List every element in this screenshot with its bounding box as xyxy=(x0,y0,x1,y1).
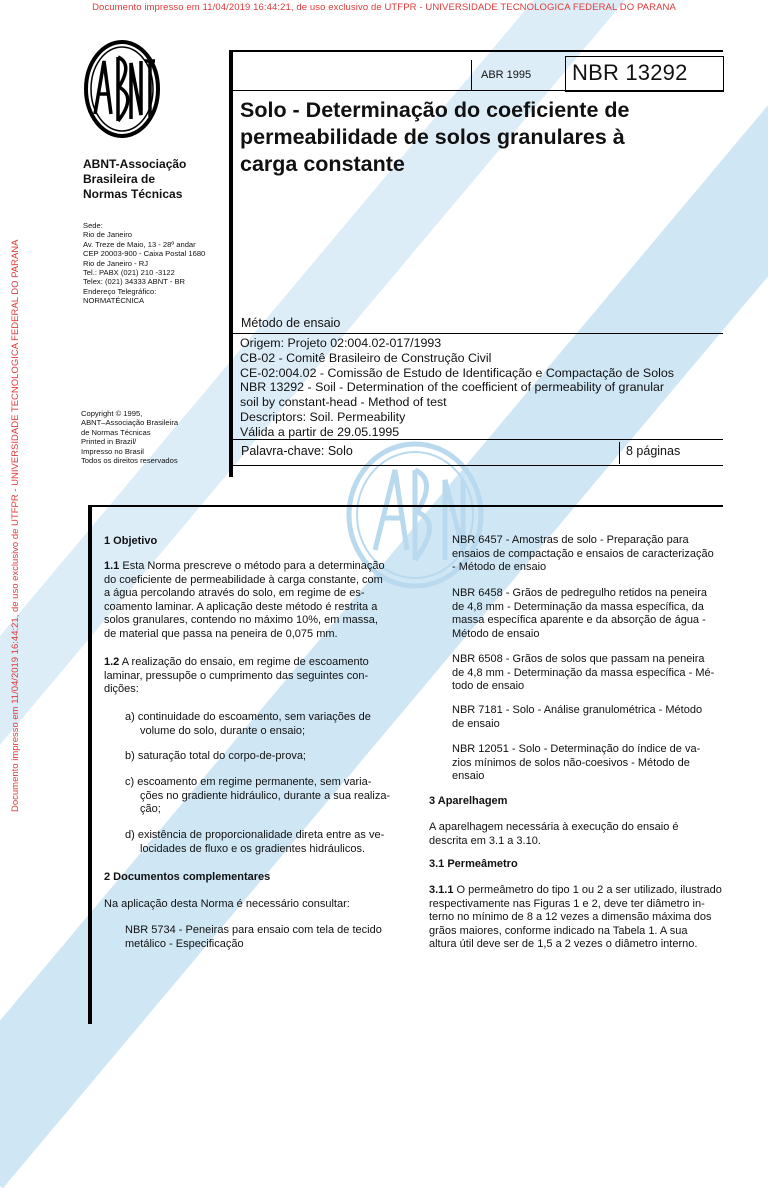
address-line: Sede: xyxy=(83,221,103,230)
org-line: ABNT-Associação xyxy=(83,157,187,171)
reference-nbr-5734 xyxy=(125,924,399,951)
text-line: coamento laminar. A aplicação deste método é restrita a xyxy=(104,600,378,613)
paragraph-2: Na aplicação desta Norma é necessário consultar: xyxy=(104,898,350,910)
text-line: Esta Norma prescreve o método para a determinação xyxy=(119,560,385,572)
body-rule-vertical xyxy=(88,505,92,1024)
text-line: de ensaio xyxy=(452,717,500,730)
section-heading-2: 2 Documentos complementares xyxy=(104,871,271,883)
text-line: dições: xyxy=(104,683,139,696)
text-line: - Método de ensaio xyxy=(452,561,547,574)
title-line: Solo - Determinação do coeficiente de xyxy=(240,98,630,122)
text-line: NBR 5734 - Peneiras para ensaio com tela de tecido xyxy=(125,924,382,936)
keywords: Palavra-chave: Solo xyxy=(241,444,353,458)
header-rule-top xyxy=(229,50,723,52)
reference-nbr-12051 xyxy=(452,743,723,784)
text-line: laminar, pressupõe o cumprimento das seguintes con- xyxy=(104,669,369,682)
header-rule-vertical xyxy=(229,50,233,477)
list-item-a xyxy=(125,711,399,738)
watermark-top: Documento impresso em 11/04/2019 16:44:21, de uso exclusivo de UTFPR - UNIVERSIDADE TECNOLOGICA FEDERAL DO PARANA xyxy=(92,2,676,13)
text-line: NBR 6458 - Grãos de pedregulho retidos na peneira xyxy=(452,587,707,599)
copyright-line: ABNT–Associação Brasileira xyxy=(81,418,179,428)
address-line: Rio de Janeiro xyxy=(83,230,132,240)
text-line: ção; xyxy=(140,803,161,816)
abnt-logo xyxy=(83,39,161,139)
org-line: Brasileira de xyxy=(83,172,156,186)
address-line: CEP 20003-900 - Caixa Postal 1680 xyxy=(83,249,206,259)
page-count: 8 páginas xyxy=(626,444,681,458)
address-line: Av. Treze de Maio, 13 - 28º andar xyxy=(83,239,196,249)
text-line: a) continuidade do escoamento, sem variações de xyxy=(125,711,371,723)
text-line: locidades de fluxo e os gradientes hidráulicos. xyxy=(140,842,366,855)
paragraph-number: 1.1 xyxy=(104,560,120,572)
origin-line: soil by constant-head - Method of test xyxy=(240,395,447,410)
text-line: massa específica aparente e da absorção de água - xyxy=(452,614,706,627)
text-line: de 4,8 mm - Determinação da massa específica, da xyxy=(452,600,704,613)
reference-nbr-7181 xyxy=(452,704,723,731)
copyright-line: de Normas Técnicas xyxy=(81,427,151,437)
text-line: todo de ensaio xyxy=(452,680,525,693)
text-line: volume do solo, durante o ensaio; xyxy=(140,724,306,737)
text-line: a água percolando através do solo, em regime de es- xyxy=(104,587,365,600)
text-line: O permeâmetro do tipo 1 ou 2 a ser utilizado, ilustrado xyxy=(453,884,722,896)
origin-line: Origem: Projeto 02:004.02-017/1993 xyxy=(240,336,442,350)
section-heading-1: 1 Objetivo xyxy=(104,535,158,547)
origin-line: CB-02 - Comitê Brasileiro de Construção Civil xyxy=(240,350,492,365)
copyright-line: Printed in Brazil/ xyxy=(81,437,137,447)
address-line: Rio de Janeiro - RJ xyxy=(83,258,148,268)
document-title xyxy=(240,97,720,178)
text-line: de material que passa na peneira de 0,075 mm. xyxy=(104,627,338,640)
text-line: A realização do ensaio, em regime de escoamento xyxy=(119,656,369,668)
text-line: zios mínimos de solos não-coesivos - Método de xyxy=(452,756,690,769)
paragraph-number: 3.1.1 xyxy=(429,884,454,896)
copyright-line: Impresso no Brasil xyxy=(81,446,144,456)
list-item-c xyxy=(125,776,399,817)
text-line: solos granulares, contendo no máximo 10%, em massa, xyxy=(104,614,378,627)
paragraph-1-2 xyxy=(104,656,398,697)
text-line: A aparelhagem necessária à execução do ensaio é xyxy=(429,821,679,833)
body-rule-top xyxy=(88,505,723,507)
section-heading-3: 3 Aparelhagem xyxy=(429,795,508,807)
text-line: Método de ensaio xyxy=(452,627,540,640)
publication-date: ABR 1995 xyxy=(481,69,532,81)
keywords-separator xyxy=(619,442,620,464)
header-rule xyxy=(233,90,723,91)
copyright-line: Todos os direitos reservados xyxy=(81,456,178,466)
copyright-line: Copyright © 1995, xyxy=(81,409,143,418)
address-line: NORMATÉCNICA xyxy=(83,296,145,306)
text-line: ensaio xyxy=(452,770,485,783)
title-line: permeabilidade de solos granulares à xyxy=(240,125,625,149)
header-rule xyxy=(233,439,723,440)
origin-line: Descriptors: Soil. Permeability xyxy=(240,409,406,424)
text-line: de 4,8 mm - Determinação da massa específica - Mé- xyxy=(452,666,715,679)
text-line: altura útil deve ser de 1,5 a 2 vezes o diâmetro interno. xyxy=(429,938,698,951)
paragraph-3-1-1 xyxy=(429,884,723,952)
organization-name xyxy=(83,157,223,202)
origin-block xyxy=(240,336,720,440)
address-block xyxy=(83,221,233,306)
text-line: ções no gradiente hidráulico, durante a sua realiza- xyxy=(140,789,391,802)
text-line: d) existência de proporcionalidade direta entre as ve- xyxy=(125,829,385,841)
text-line: c) escoamento em regime permanente, sem varia- xyxy=(125,776,372,788)
reference-nbr-6508 xyxy=(452,653,723,694)
watermark-side: Documento impresso em 11/04/2019 16:44:21, de uso exclusivo de UTFPR - UNIVERSIDADE TECNOLOGICA FEDERAL DO PARANA xyxy=(10,239,21,812)
text-line: ensaios de compactação e ensaios de caracterização xyxy=(452,547,714,560)
text-line: NBR 7181 - Solo - Análise granulométrica - Método xyxy=(452,704,703,716)
copyright-block xyxy=(81,409,231,465)
origin-line: Válida a partir de 29.05.1995 xyxy=(240,424,400,439)
header-rule xyxy=(233,465,723,466)
list-item-b xyxy=(125,750,399,764)
reference-nbr-6457 xyxy=(452,534,723,575)
org-line: Normas Técnicas xyxy=(83,187,183,201)
list-item-d xyxy=(125,829,399,856)
text-line: grãos maiores, conforme indicado na Tabela 1. A sua xyxy=(429,924,688,937)
reference-nbr-6458 xyxy=(452,587,723,641)
text-line: b) saturação total do corpo-de-prova; xyxy=(125,750,306,762)
paragraph-1-1 xyxy=(104,560,398,642)
text-line: terno no mínimo de 8 a 12 vezes a dimensão máxima dos xyxy=(429,911,712,924)
address-line: Tel.: PABX (021) 210 -3122 xyxy=(83,268,175,278)
paragraph-3 xyxy=(429,821,723,848)
standard-code: NBR 13292 xyxy=(572,60,688,85)
origin-line: NBR 13292 - Soil - Determination of the coefficient of permeability of granular xyxy=(240,380,665,395)
text-line: respectivamente nas Figuras 1 e 2, deve ter diâmetro in- xyxy=(429,897,705,910)
text-line: NBR 6508 - Grãos de solos que passam na peneira xyxy=(452,653,705,665)
origin-line: CE-02:004.02 - Comissão de Estudo de Identificação e Compactação de Solos xyxy=(240,365,674,380)
text-line: NBR 12051 - Solo - Determinação do índice de va- xyxy=(452,743,701,755)
header-rule xyxy=(233,333,723,334)
text-line: do coeficiente de permeabilidade à carga constante, com xyxy=(104,573,383,586)
address-line: Telex: (021) 34333 ABNT - BR xyxy=(83,277,186,287)
text-line: NBR 6457 - Amostras de solo - Preparação para xyxy=(452,534,689,546)
paragraph-number: 1.2 xyxy=(104,656,120,668)
title-line: carga constante xyxy=(240,152,405,176)
address-line: Endereço Telegráfico: xyxy=(83,286,157,296)
section-heading-3-1: 3.1 Permeâmetro xyxy=(429,858,518,870)
text-line: metálico - Especificação xyxy=(125,937,244,950)
document-type: Método de ensaio xyxy=(241,316,341,330)
text-line: descrita em 3.1 a 3.10. xyxy=(429,834,541,847)
